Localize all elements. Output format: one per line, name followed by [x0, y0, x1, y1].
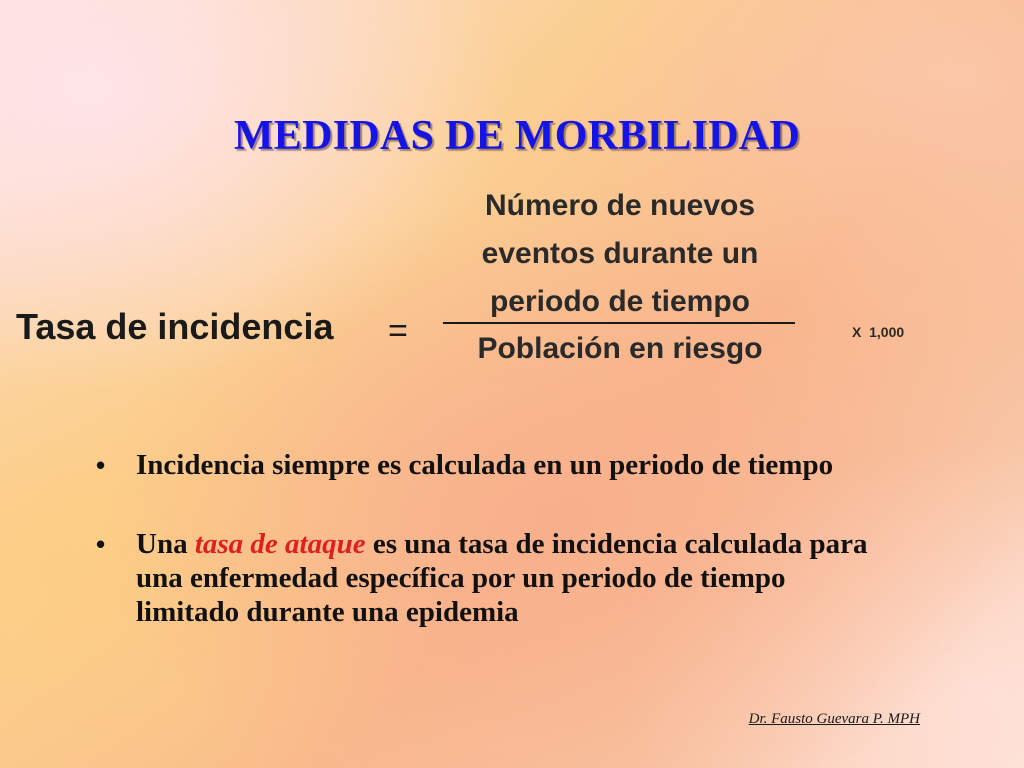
- bullet-icon: •: [96, 529, 106, 559]
- bullet-text-after: es una tasa de incidencia calculada para una enfermedad específica por un periodo de tiempo limitado durante una epidemia: [136, 528, 868, 628]
- bullet-list: [96, 448, 886, 629]
- bullet-text: Incidencia siempre es calculada en un periodo de tiempo: [136, 449, 834, 481]
- numerator-line: periodo de tiempo: [489, 285, 750, 318]
- formula-denominator: Población en riesgo: [477, 332, 763, 365]
- formula-label: Tasa de incidencia: [16, 306, 334, 347]
- bullet-text-before: Una: [136, 528, 195, 560]
- bullet-icon: •: [96, 450, 106, 480]
- formula-numerator: [430, 182, 810, 326]
- numerator-line: eventos durante un: [481, 237, 759, 270]
- equals-sign: =: [388, 312, 408, 350]
- author-credit: Dr. Fausto Guevara P. MPH: [748, 711, 920, 727]
- fraction-bar: [443, 322, 795, 324]
- highlighted-term: tasa de ataque: [194, 528, 366, 560]
- numerator-line: Número de nuevos: [484, 189, 756, 222]
- bullet-item: [96, 448, 886, 482]
- formula-multiplier: X 1,000: [852, 324, 905, 340]
- slide-title: MEDIDAS DE MORBILIDAD: [233, 113, 801, 159]
- bullet-item: [96, 527, 886, 629]
